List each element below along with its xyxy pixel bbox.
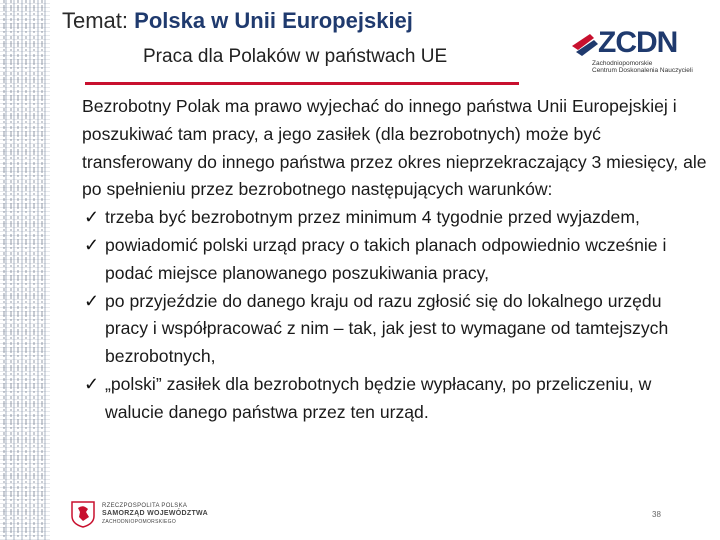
check-icon: ✓ — [84, 207, 100, 228]
slide-body — [82, 93, 707, 427]
footer-org-line2: SAMORZĄD WOJEWÓDZTWA — [102, 510, 208, 517]
title-prefix: Temat: — [62, 8, 135, 33]
footer-org-line3: ZACHODNIOPOMORSKIEGO — [102, 519, 177, 525]
decorative-manuscript-strip — [0, 0, 50, 540]
zcdn-wordmark: ZCDN — [598, 26, 678, 59]
conditions-list — [82, 204, 707, 426]
list-item — [80, 232, 707, 288]
page-subtitle: Praca dla Polaków w państwach UE — [143, 46, 448, 67]
title-topic: Polska w Unii Europejskiej — [134, 8, 413, 33]
footer-org-line1: RZECZPOSPOLITA POLSKA — [102, 503, 188, 509]
condition-text: po przyjeździe do danego kraju od razu zgłosić się do lokalnego urzędu pracy i współpracować z nim – tak, jak jest to wymagane od tamtejszych bezrobotnych, — [105, 290, 669, 367]
condition-text: „polski” zasiłek dla bezrobotnych będzie wypłacany, po przeliczeniu, w walucie danego państwa przez ten urząd. — [105, 373, 652, 422]
page-title — [62, 8, 413, 34]
zcdn-logo-line1: Zachodniopomorskie — [592, 60, 653, 67]
condition-text: trzeba być bezrobotnym przez minimum 4 tygodnie przed wyjazdem, — [105, 207, 640, 228]
check-icon: ✓ — [84, 373, 100, 394]
title-divider — [85, 82, 519, 85]
regional-government-logo — [70, 500, 210, 530]
list-item — [80, 204, 707, 232]
intro-paragraph: Bezrobotny Polak ma prawo wyjechać do innego państwa Unii Europejskiej i poszukiwać tam pracy, a jego zasiłek (dla bezrobotnych) może być transferowany do innego państwa przez okres nieprzekraczający 3 miesięcy, ale po spełnieniu przez bezrobotnego następujących warunków: — [82, 96, 707, 200]
check-icon: ✓ — [84, 234, 100, 255]
zcdn-logo-line2: Centrum Doskonalenia Nauczycieli — [592, 67, 693, 74]
list-item — [80, 288, 707, 371]
check-icon: ✓ — [84, 290, 100, 311]
page-number: 38 — [652, 510, 661, 519]
griffin-crest-icon — [70, 500, 96, 528]
condition-text: powiadomić polski urząd pracy o takich planach odpowiednio wcześnie i podać miejsce planowanego poszukiwania pracy, — [105, 234, 667, 283]
zcdn-logo — [570, 26, 693, 74]
list-item — [80, 371, 707, 427]
